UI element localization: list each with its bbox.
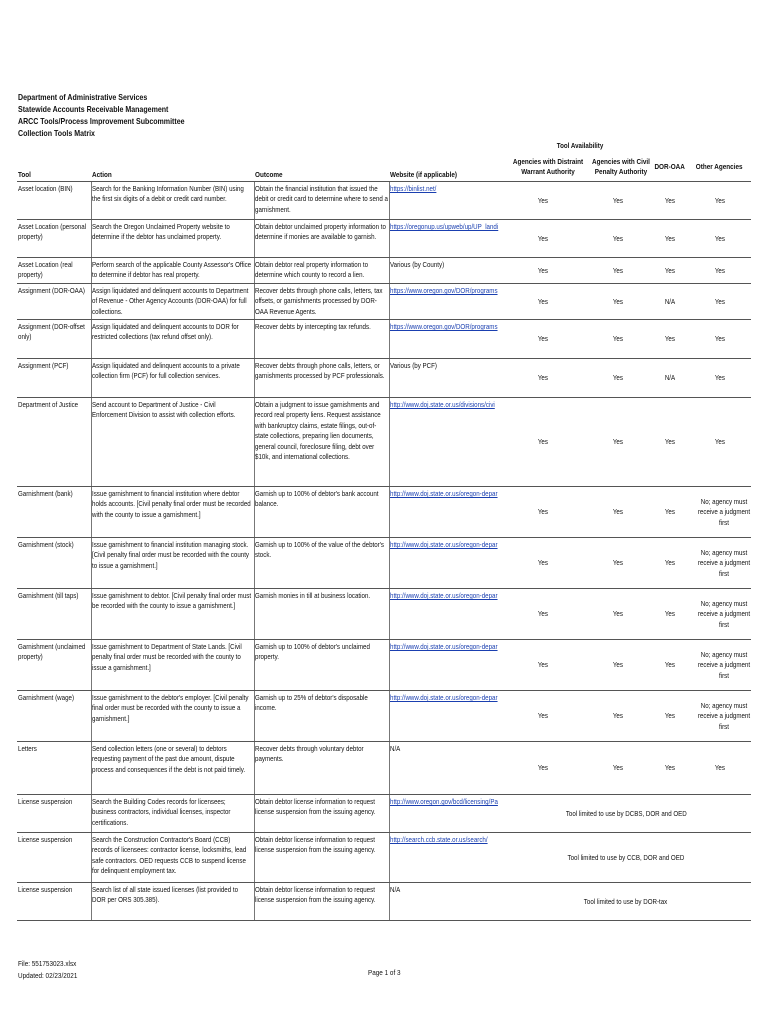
column-divider xyxy=(91,742,92,795)
table-row xyxy=(17,486,751,538)
availability-a-cell: Yes xyxy=(537,373,549,382)
availability-a-cell: Yes xyxy=(537,334,549,343)
availability-merged-cell: Tool limited to use by CCB, DOR and OED xyxy=(567,853,685,862)
column-divider xyxy=(389,182,390,220)
column-divider xyxy=(254,182,255,220)
column-divider xyxy=(91,359,92,398)
website-link[interactable]: http://www.doj.state.or.us/oregon-depar xyxy=(390,540,498,549)
footer-updated: Updated: 02/23/2021 xyxy=(18,971,78,980)
availability-d-cell: Yes xyxy=(714,437,726,446)
availability-b-cell: Yes xyxy=(612,373,624,382)
availability-d-cell: Yes xyxy=(714,196,726,205)
availability-d-cell: No; agency must receive a judgment first xyxy=(697,497,751,527)
table-bottom-border xyxy=(17,920,751,921)
action-cell: Search list of all state issued licenses (list provided to DOR per ORS 305.385). xyxy=(92,885,239,905)
action-cell: Search the Construction Contractor's Board (CCB) records of licensees: contractor license, locksmiths, lead safe contractors. OED requests CCB to suspend license for delinquent employment tax. xyxy=(92,835,247,876)
table-row xyxy=(17,588,751,640)
availability-d-cell: Yes xyxy=(714,266,726,275)
availability-d-cell: Yes xyxy=(714,763,726,772)
outcome-cell: Obtain debtor license information to request license suspension from the issuing agency. xyxy=(255,885,376,905)
column-divider xyxy=(254,258,255,284)
action-cell: Issue garnishment to financial institution managing stock. [Civil penalty final order must be recorded with the county to issue a garnishment.] xyxy=(92,540,250,570)
availability-c-cell: Yes xyxy=(664,711,676,720)
column-divider xyxy=(389,833,390,883)
website-link[interactable]: http://search.ccb.state.or.us/search/ xyxy=(390,835,488,844)
column-divider xyxy=(91,538,92,589)
action-cell: Issue garnishment to Department of State Lands. [Civil penalty final order must be recorded with the county to issue a garnishment.] xyxy=(92,642,242,672)
column-divider xyxy=(91,258,92,284)
column-divider xyxy=(91,487,92,538)
outcome-cell: Recover debts through voluntary debtor payments. xyxy=(255,744,364,764)
outcome-cell: Recover debts by intercepting tax refunds. xyxy=(255,322,371,331)
column-divider xyxy=(389,220,390,258)
action-cell: Assign liquidated and delinquent accounts to a private collection firm (PCF) for full collection services. xyxy=(92,361,240,381)
table-row xyxy=(17,181,751,220)
tool-cell: Garnishment (till taps) xyxy=(18,591,79,600)
column-divider xyxy=(91,182,92,220)
column-header-dor-oaa: DOR-OAA xyxy=(654,162,686,171)
outcome-cell: Obtain debtor license information to request license suspension from the issuing agency. xyxy=(255,797,376,817)
action-cell: Search for the Banking Information Number (BIN) using the first six digits of a debit or credit card number. xyxy=(92,184,244,204)
column-divider xyxy=(254,795,255,833)
availability-a-cell: Yes xyxy=(537,609,549,618)
footer-page-number: Page 1 of 3 xyxy=(368,968,401,977)
availability-c-cell: Yes xyxy=(664,660,676,669)
column-divider xyxy=(389,284,390,320)
website-link[interactable]: http://www.doj.state.or.us/divisions/civi xyxy=(390,400,495,409)
column-divider xyxy=(91,398,92,487)
action-cell: Perform search of the applicable County Assessor's Office to determine if debtor has real property. xyxy=(92,260,252,280)
column-divider xyxy=(91,589,92,640)
tool-cell: Asset Location (personal property) xyxy=(18,222,87,242)
tool-cell: License suspension xyxy=(18,797,73,806)
action-cell: Assign liquidated and delinquent accounts to DOR for restricted collections (tax refund offset only). xyxy=(92,322,239,342)
availability-b-cell: Yes xyxy=(612,297,624,306)
column-divider xyxy=(254,359,255,398)
tool-cell: License suspension xyxy=(18,835,73,844)
availability-a-cell: Yes xyxy=(537,266,549,275)
footer-file: File: 551753023.xlsx xyxy=(18,959,77,968)
website-link[interactable]: http://www.doj.state.or.us/oregon-depar xyxy=(390,642,498,651)
tool-cell: Asset location (BIN) xyxy=(18,184,73,193)
column-divider xyxy=(254,833,255,883)
tool-cell: Assignment (PCF) xyxy=(18,361,69,370)
tool-cell: Garnishment (wage) xyxy=(18,693,75,702)
website-link[interactable]: http://www.doj.state.or.us/oregon-depar xyxy=(390,693,498,702)
column-divider xyxy=(254,538,255,589)
tool-cell: Garnishment (bank) xyxy=(18,489,73,498)
availability-a-cell: Yes xyxy=(537,196,549,205)
availability-a-cell: Yes xyxy=(537,437,549,446)
availability-c-cell: Yes xyxy=(664,558,676,567)
table-row xyxy=(17,219,751,258)
table-row xyxy=(17,794,751,833)
availability-c-cell: Yes xyxy=(664,437,676,446)
column-divider xyxy=(254,742,255,795)
availability-a-cell: Yes xyxy=(537,711,549,720)
action-cell: Assign liquidated and delinquent accounts to Department of Revenue - Other Agency Accounts (DOR-OAA) for full collections. xyxy=(92,286,249,316)
outcome-cell: Obtain debtor real property information to determine which county to record a lien. xyxy=(255,260,369,280)
website-link[interactable]: http://www.doj.state.or.us/oregon-depar xyxy=(390,591,498,600)
column-divider xyxy=(389,640,390,691)
availability-c-cell: Yes xyxy=(664,196,676,205)
website-link[interactable]: https://binlist.net/ xyxy=(390,184,437,193)
column-divider xyxy=(254,640,255,691)
column-divider xyxy=(389,398,390,487)
column-divider xyxy=(91,220,92,258)
website-link[interactable]: https://oregonup.us/upweb/up/UP_landi xyxy=(390,222,499,231)
column-header-distraint: Agencies with Distraint Warrant Authority xyxy=(512,157,584,176)
availability-d-cell: No; agency must receive a judgment first xyxy=(697,701,751,731)
availability-c-cell: Yes xyxy=(664,763,676,772)
table-row xyxy=(17,537,751,589)
availability-d-cell: Yes xyxy=(714,297,726,306)
website-link[interactable]: https://www.oregon.gov/DOR/programs xyxy=(390,286,498,295)
header-department: Department of Administrative Services xyxy=(18,93,148,102)
availability-b-cell: Yes xyxy=(612,660,624,669)
availability-b-cell: Yes xyxy=(612,507,624,516)
column-divider xyxy=(389,883,390,921)
table-row xyxy=(17,741,751,795)
column-header-civil-penalty: Agencies with Civil Penalty Authority xyxy=(592,157,650,176)
action-cell: Send collection letters (one or several) to debtors requesting payment of the past due amount, dispute process and consequences if the debt is not paid timely. xyxy=(92,744,246,774)
tool-cell: Assignment (DOR-offset only) xyxy=(18,322,85,342)
column-divider xyxy=(91,795,92,833)
outcome-cell: Obtain debtor license information to request license suspension from the issuing agency. xyxy=(255,835,376,855)
table-row xyxy=(17,882,751,921)
column-divider xyxy=(389,538,390,589)
column-divider xyxy=(389,359,390,398)
availability-c-cell: Yes xyxy=(664,334,676,343)
column-divider xyxy=(389,320,390,359)
availability-b-cell: Yes xyxy=(612,763,624,772)
header-matrix-title: Collection Tools Matrix xyxy=(18,129,95,138)
tool-cell: Letters xyxy=(18,744,37,753)
availability-a-cell: Yes xyxy=(537,297,549,306)
table-row xyxy=(17,639,751,691)
outcome-cell: Obtain a judgment to issue garnishments and record real property liens. Request assistance with bankruptcy claims, estate filings, out-of-state collections, preparing lien documents, general council, foreclosure filing, debt over $10k, and international collections. xyxy=(255,400,381,462)
website-cell: Various (by County) xyxy=(390,260,445,269)
availability-merged-cell: Tool limited to use by DCBS, DOR and OED xyxy=(565,809,687,818)
availability-a-cell: Yes xyxy=(537,507,549,516)
availability-b-cell: Yes xyxy=(612,558,624,567)
tool-cell: Garnishment (unclaimed property) xyxy=(18,642,86,662)
availability-b-cell: Yes xyxy=(612,437,624,446)
column-header-tool: Tool xyxy=(18,170,31,179)
outcome-cell: Garnish up to 100% of debtor's bank account balance. xyxy=(255,489,379,509)
tool-cell: Assignment (DOR-OAA) xyxy=(18,286,85,295)
action-cell: Issue garnishment to the debtor's employer. [Civil penalty final order must be recorded with the county to issue a garnishment.] xyxy=(92,693,249,723)
availability-merged-cell: Tool limited to use by DOR-tax xyxy=(584,897,668,906)
availability-b-cell: Yes xyxy=(612,266,624,275)
table-row xyxy=(17,397,751,487)
availability-c-cell: N/A xyxy=(664,373,676,382)
column-header-other-agencies: Other Agencies xyxy=(695,162,743,171)
column-divider xyxy=(254,398,255,487)
column-divider xyxy=(91,883,92,921)
column-divider xyxy=(254,487,255,538)
column-divider xyxy=(254,284,255,320)
action-cell: Issue garnishment to debtor. [Civil penalty final order must be recorded with the county to issue a garnishment.] xyxy=(92,591,252,611)
column-divider xyxy=(91,833,92,883)
availability-b-cell: Yes xyxy=(612,196,624,205)
tool-availability-heading: Tool Availability xyxy=(556,141,604,150)
table-row xyxy=(17,690,751,742)
outcome-cell: Garnish up to 100% of debtor's unclaimed property. xyxy=(255,642,370,662)
header-subcommittee: ARCC Tools/Process Improvement Subcommittee xyxy=(18,117,185,126)
column-divider xyxy=(389,589,390,640)
column-divider xyxy=(91,691,92,742)
outcome-cell: Recover debts through phone calls, letters, tax offsets, or garnishments processed by DOR-OAA Revenue Agents. xyxy=(255,286,383,316)
outcome-cell: Obtain debtor unclaimed property information to determine if monies are available to garnish. xyxy=(255,222,386,242)
availability-d-cell: No; agency must receive a judgment first xyxy=(697,650,751,680)
availability-b-cell: Yes xyxy=(612,334,624,343)
table-row xyxy=(17,832,751,883)
action-cell: Send account to Department of Justice - Civil Enforcement Division to assist with collection efforts. xyxy=(92,400,236,420)
tool-cell: License suspension xyxy=(18,885,73,894)
availability-c-cell: N/A xyxy=(664,297,676,306)
column-divider xyxy=(254,320,255,359)
tool-cell: Garnishment (stock) xyxy=(18,540,74,549)
column-divider xyxy=(254,220,255,258)
header-program: Statewide Accounts Receivable Management xyxy=(18,105,169,114)
availability-b-cell: Yes xyxy=(612,234,624,243)
website-cell: N/A xyxy=(390,885,401,894)
action-cell: Issue garnishment to financial institution where debtor holds accounts. [Civil penalty final order must be recorded with the county to issue a garnishment.] xyxy=(92,489,251,519)
availability-d-cell: Yes xyxy=(714,373,726,382)
column-header-action: Action xyxy=(92,170,112,179)
outcome-cell: Garnish up to 100% of the value of the debtor's stock. xyxy=(255,540,385,560)
table-row xyxy=(17,319,751,359)
availability-d-cell: No; agency must receive a judgment first xyxy=(697,599,751,629)
website-link[interactable]: http://www.oregon.gov/bcd/licensing/Pa xyxy=(390,797,498,806)
table-row xyxy=(17,257,751,284)
availability-c-cell: Yes xyxy=(664,234,676,243)
outcome-cell: Recover debts through phone calls, letters, or garnishments processed by PCF professionals. xyxy=(255,361,385,381)
website-link[interactable]: https://www.oregon.gov/DOR/programs xyxy=(390,322,498,331)
column-divider xyxy=(389,258,390,284)
column-divider xyxy=(91,320,92,359)
column-header-website: Website (if applicable) xyxy=(390,170,457,179)
website-cell: N/A xyxy=(390,744,401,753)
availability-b-cell: Yes xyxy=(612,711,624,720)
column-divider xyxy=(254,691,255,742)
column-divider xyxy=(91,284,92,320)
column-divider xyxy=(389,742,390,795)
availability-b-cell: Yes xyxy=(612,609,624,618)
column-divider xyxy=(389,795,390,833)
action-cell: Search the Oregon Unclaimed Property website to determine if the debtor has unclaimed property. xyxy=(92,222,230,242)
column-divider xyxy=(389,691,390,742)
column-divider xyxy=(254,589,255,640)
tool-cell: Department of Justice xyxy=(18,400,79,409)
outcome-cell: Obtain the financial institution that issued the debit or credit card to determine where to send a garnishment. xyxy=(255,184,388,214)
availability-c-cell: Yes xyxy=(664,609,676,618)
availability-a-cell: Yes xyxy=(537,558,549,567)
availability-d-cell: Yes xyxy=(714,334,726,343)
column-divider xyxy=(91,640,92,691)
website-cell: Various (by PCF) xyxy=(390,361,437,370)
availability-a-cell: Yes xyxy=(537,763,549,772)
action-cell: Search the Building Codes records for licensees; business contractors, individual licenses, inspector certifications. xyxy=(92,797,231,827)
outcome-cell: Garnish up to 25% of debtor's disposable income. xyxy=(255,693,368,713)
availability-d-cell: Yes xyxy=(714,234,726,243)
availability-c-cell: Yes xyxy=(664,507,676,516)
column-divider xyxy=(389,487,390,538)
document-header xyxy=(18,92,185,140)
column-header-outcome: Outcome xyxy=(255,170,283,179)
availability-c-cell: Yes xyxy=(664,266,676,275)
table-row xyxy=(17,358,751,398)
availability-d-cell: No; agency must receive a judgment first xyxy=(697,548,751,578)
table-row xyxy=(17,283,751,320)
website-link[interactable]: http://www.doj.state.or.us/oregon-depar xyxy=(390,489,498,498)
column-divider xyxy=(254,883,255,921)
tool-cell: Asset Location (real property) xyxy=(18,260,73,280)
availability-a-cell: Yes xyxy=(537,234,549,243)
availability-a-cell: Yes xyxy=(537,660,549,669)
outcome-cell: Garnish monies in till at business location. xyxy=(255,591,371,600)
